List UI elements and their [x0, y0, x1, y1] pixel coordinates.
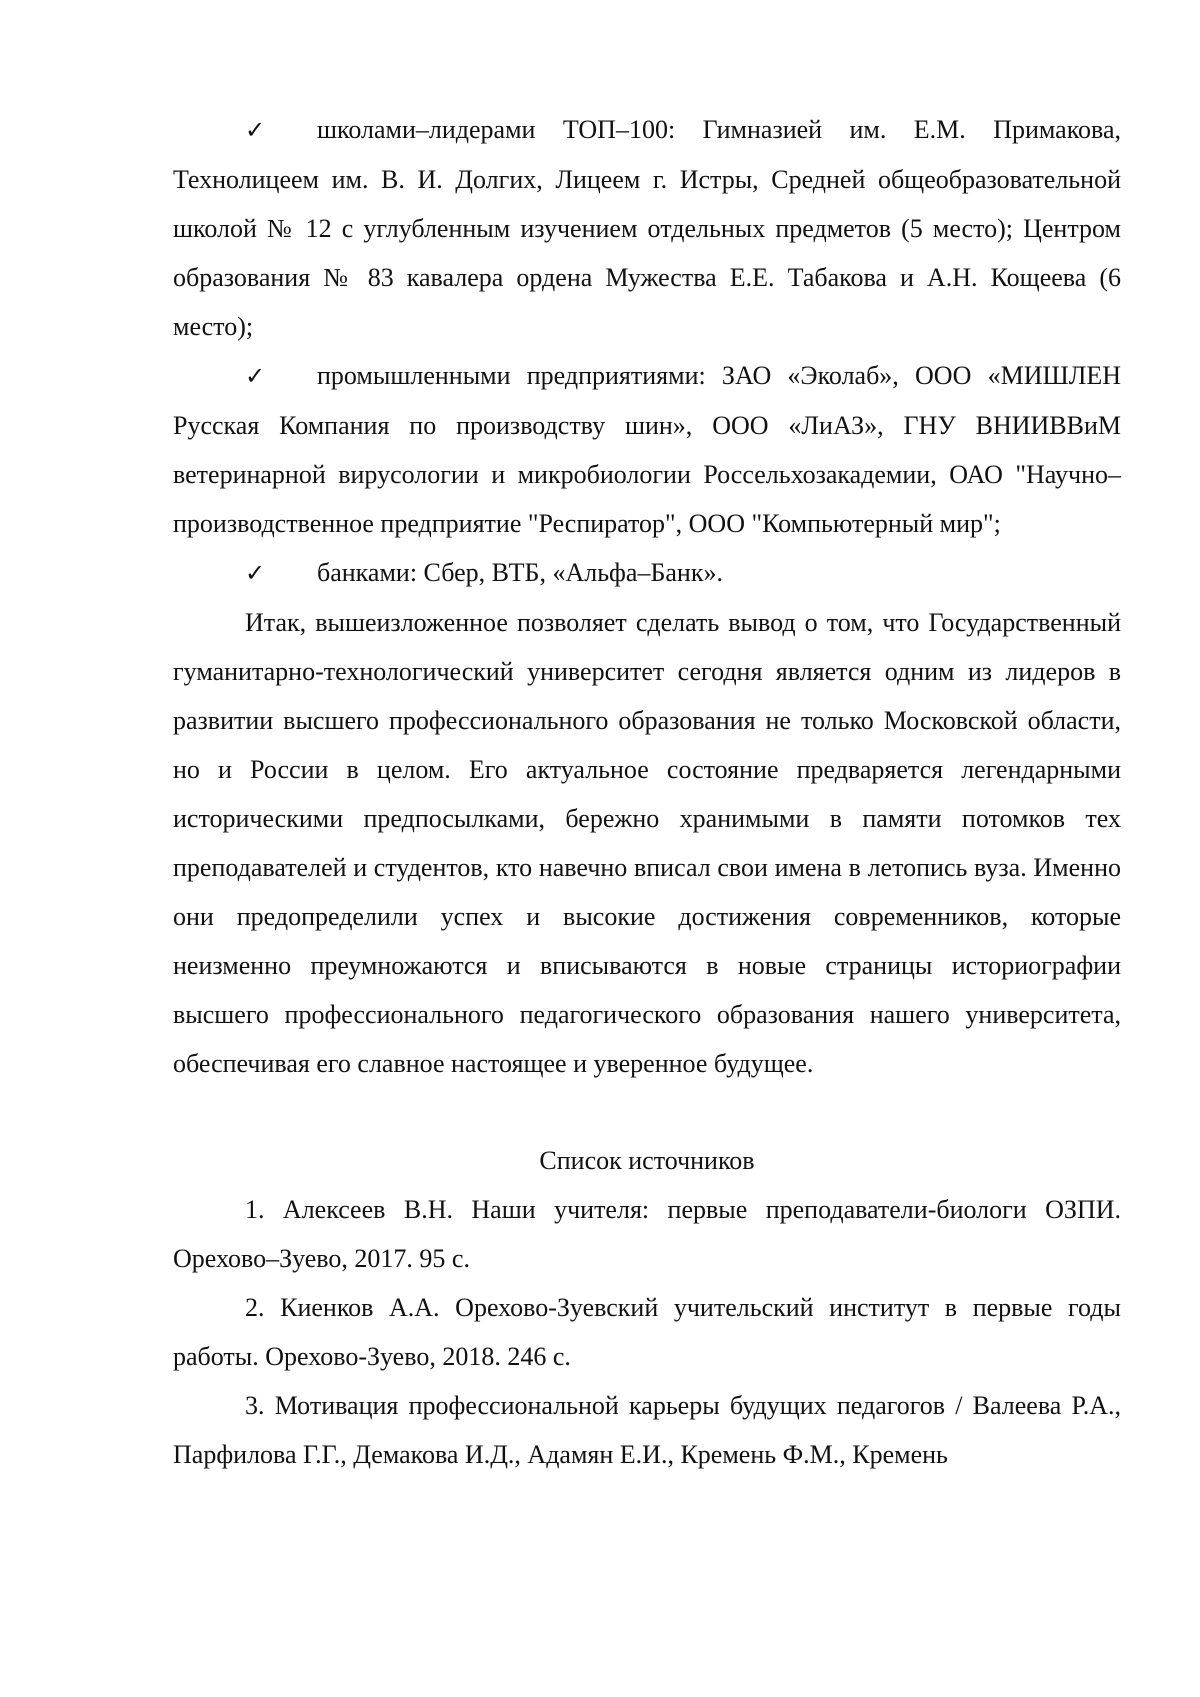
bullet-text: банками: Сбер, ВТБ, «Альфа–Банк».	[317, 558, 723, 587]
reference-item: 2. Киенков А.А. Орехово-Зуевский учительский институт в первые годы работы. Орехово-Зуево, 2018. 246 с.	[173, 1293, 1121, 1371]
bullet-text: школами–лидерами ТОП–100: Гимназией им. Е.М. Примакова, Технолицеем им. В. И. Долгих, Лицеем г. Истры, Средней общеобразовательной школой № 12 с углубленным изучением отдельных предметов (5 место); Центром образования № 83 кавалера ордена Мужества Е.Е. Табакова и А.Н. Кощеева (6 место);	[173, 115, 1121, 341]
bullet-text: промышленными предприятиями: ЗАО «Эколаб», ООО «МИШЛЕН Русская Компания по производству шин», ООО «ЛиАЗ», ГНУ ВНИИВВиМ ветеринарной вирусологии и микробиологии Россельхозакадемии, ОАО "Научно–производственное предприятие "Респиратор", ООО "Компьютерный мир";	[173, 361, 1121, 538]
bullet-item-schools	[173, 105, 1121, 351]
reference-item: 3. Мотивация профессиональной карьеры будущих педагогов / Валеева Р.А., Парфилова Г.Г., Демакова И.Д., Адамян Е.И., Кремень Ф.М., Кремень	[173, 1391, 1121, 1469]
conclusion-paragraph: Итак, вышеизложенное позволяет сделать вывод о том, что Государственный гуманитарно-технологический университет сегодня является одним из лидеров в развитии высшего профессионального образования не только Московской области, но и России в целом. Его актуальное состояние предваряется легендарными историческими предпосылками, бережно хранимыми в памяти потомков тех преподавателей и студентов, кто навечно вписал свои имена в летопись вуза. Именно они предопределили успех и высокие достижения современников, которые неизменно преумножаются и вписываются в новые страницы историографии высшего профессионального педагогического образования нашего университета, обеспечивая его славное настоящее и уверенное будущее.	[173, 608, 1121, 1078]
check-icon: ✓	[245, 362, 266, 390]
check-icon: ✓	[245, 559, 266, 587]
sources-heading: Список источников	[539, 1146, 755, 1175]
bullet-item-enterprises	[173, 351, 1121, 548]
reference-item: 1. Алексеев В.Н. Наши учителя: первые преподаватели-биологи ОЗПИ. Орехово–Зуево, 2017. 95 с.	[173, 1195, 1121, 1273]
check-icon: ✓	[245, 116, 266, 144]
document-page	[173, 105, 1121, 1479]
bullet-item-banks	[173, 548, 1121, 598]
